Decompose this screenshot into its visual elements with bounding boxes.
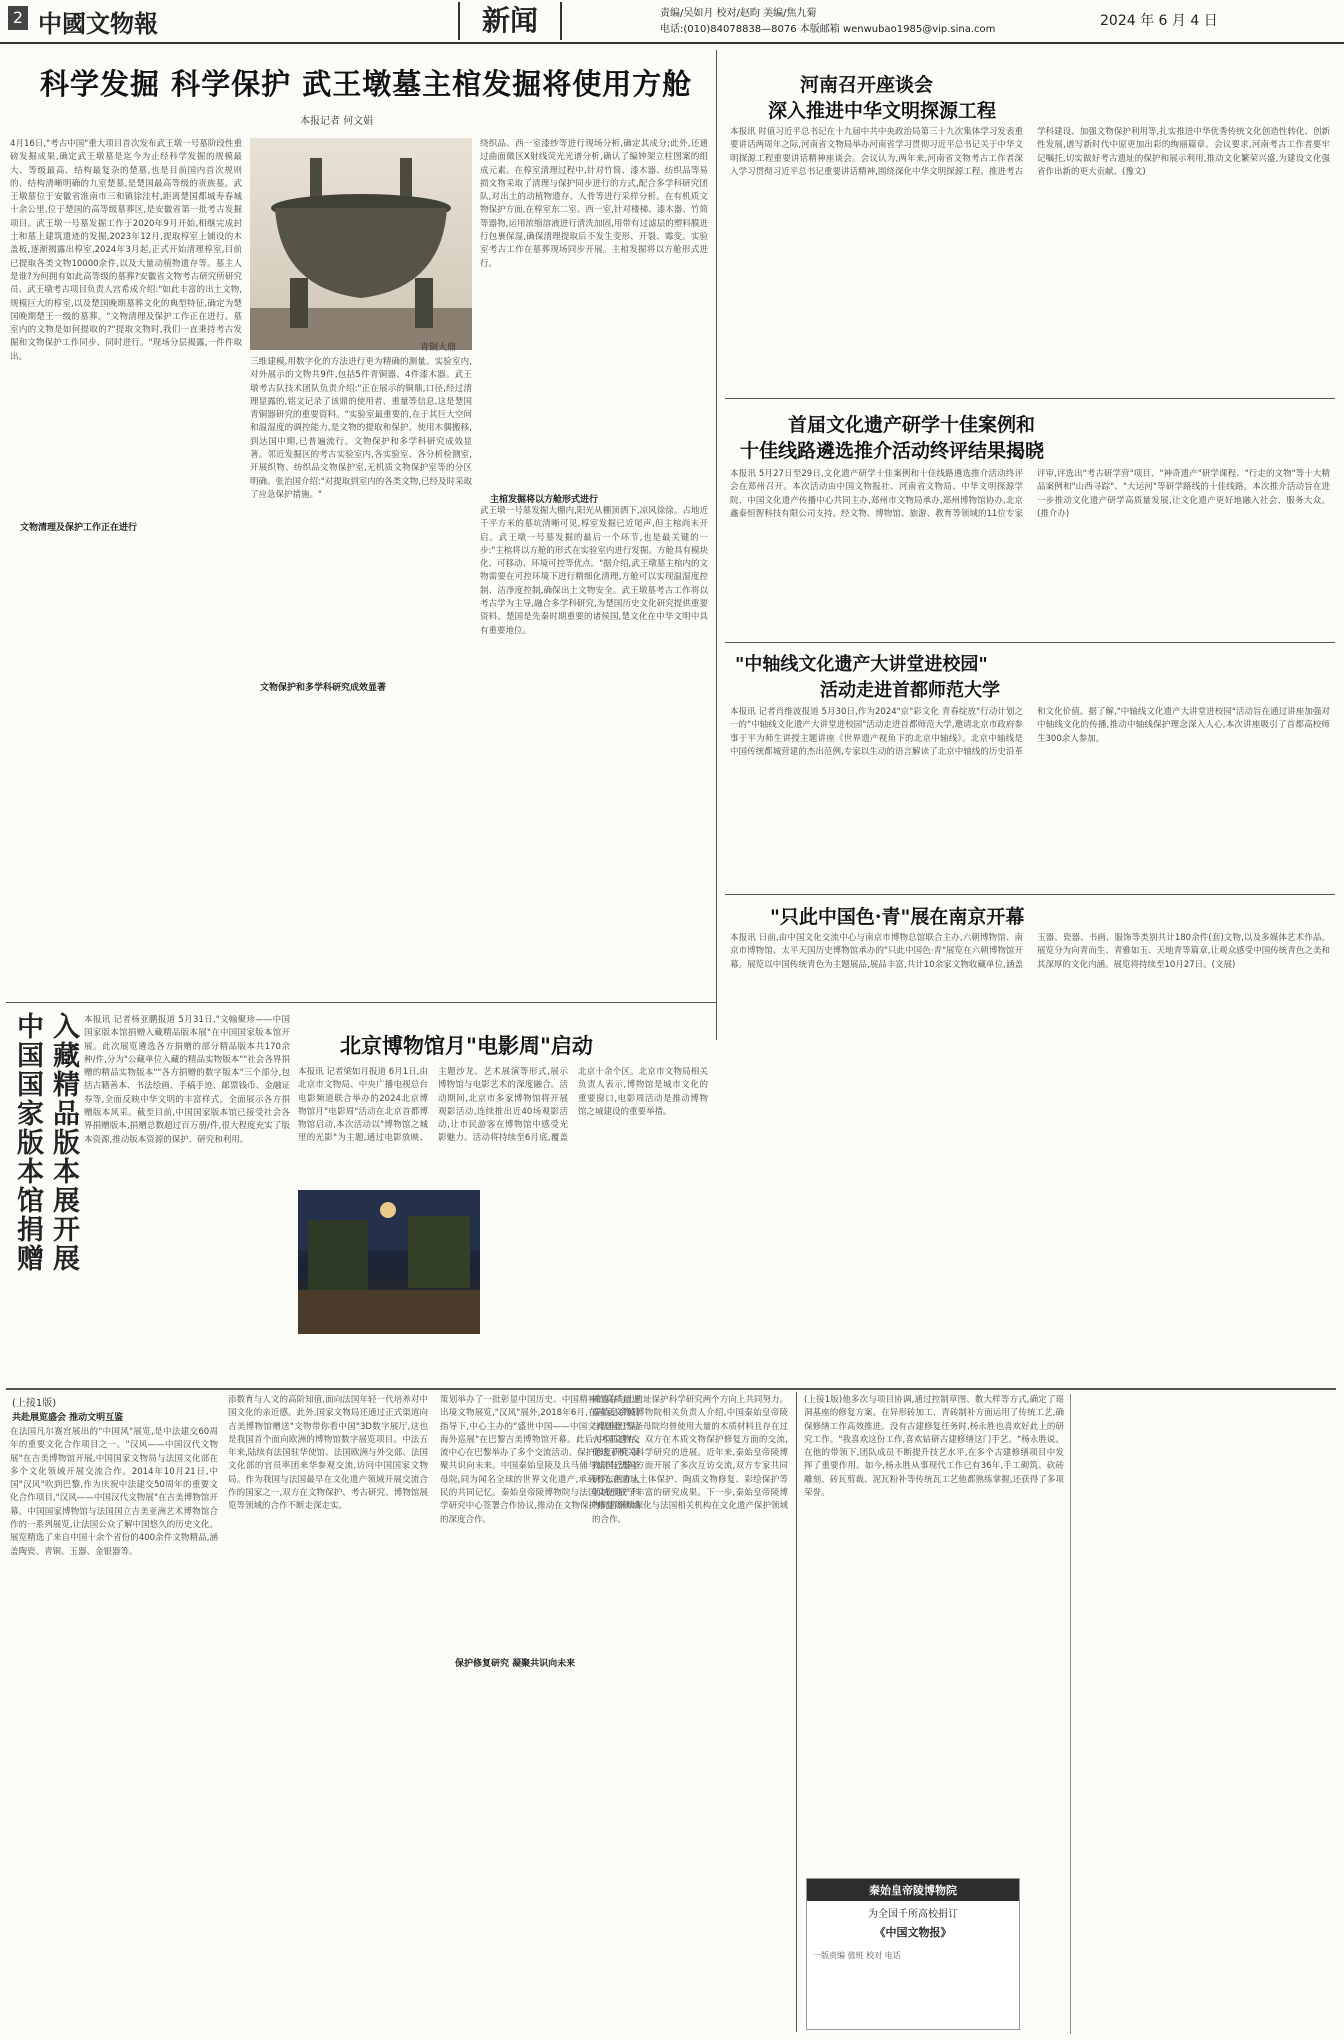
case-body: 本报讯 5月27日至29日,文化遗产研学十佳案例和十佳线路遴选推介活动终评会在郑州召开。本次活动由中国文物报社、河南省文物局、中华文明探源学院、中国文化遗产传播中心共同主办,郑州市文物局承办,郑州博物馆协办,北京鑫泰恒智科技有限公司支持。经文物、博物馆、旅游、教育等领域的11位专家评审,评选出"考古研学营"项目、"神奇遗产"研学课程、"行走的文物"等十大精品案例和"山西寻踪"、"大运河"等研学路线的十佳线路。本次推介活动旨在进一步推动文化遗产研学高质量发展,让文化遗产更好地融入社会、服务大众。(推介办) [730, 469, 1330, 519]
library-title-a: 中国国家版本馆捐赠 [12, 1012, 43, 1273]
issue-date: 2024 年 6 月 4 日 [1100, 13, 1218, 29]
section-rule [725, 398, 1335, 399]
ad-title: 秦始皇帝陵博物院 [807, 1879, 1019, 1901]
section-title: 新闻 [458, 2, 562, 40]
axis-body: 本报讯 记者肖维波报道 5月30日,作为2024"京"彩文化 青春绽放"行动计划之一的"中轴线文化遗产大讲堂进校园"活动走进首都师范大学,邀请北京市政府参事于平为师生讲授主题讲座《世界遗产视角下的北京中轴线》。北京中轴线是中国传统都城营建的杰出范例,专家以生动的语言解读了北京中轴线的历史沿革和文化价值。据了解,"中轴线文化遗产大讲堂进校园"活动旨在通过讲座加强对中轴线文化的传播,推动中轴线保护理念深入人心,本次讲座吸引了首都高校师生300余人参加。 [730, 707, 1330, 757]
bottom-divider [796, 1392, 797, 2032]
bottom-col-2: 添数育与人文的高阶知值,面向法国年轻一代培养对中国文化的亲近感。此外,国家文物局还通过正式渠道向吉美博物馆赠送"文物带你看中国"3D数字展厅,这也是我国首个面向欧洲的博物馆数字展览项目。中法五年来,陆续有法国驻华使馆、法国欧洲与外交部、法国文化部的官员率团来华参观交流,访问中国国家文物局。作为我国与法国最早在文化遗产领域开展交流合作的国家之一,双方在文物保护、考古研究、博物馆展览等领域的合作不断走深走实。 [228, 1395, 428, 1512]
library-title-b: 入藏精品版本展开展 [48, 1012, 79, 1273]
page-number: 2 [8, 6, 28, 30]
newspaper-name: 中國文物報 [38, 9, 158, 38]
film-event-photo [298, 1190, 480, 1334]
bottom-subhead-b: 保护修复研究 凝聚共识向未来 [455, 1656, 575, 1669]
axis-title-1: "中轴线文化遗产大讲堂进校园" [735, 654, 988, 675]
bronze-tripod-illustration [250, 138, 472, 350]
bottom-col-5: (上接1版)他多次与项目协调,通过控制草图、数大样等方式,确定了瑶洞基座的修复方案。在异形砖加工、青砖制补方面运用了传统工艺,确保修缮工作高效推进。没有古建修复任务时,杨永胜也喜欢好此上的研究工作。"我喜欢这份工作,喜欢钻研古建修缮这门手艺。"杨永胜说。在他的带领下,团队成员不断提升技艺水平,在多个古建修缮项目中发挥了重要作用。如今,杨永胜从事现代工作已有36年,手工砌筑、砍砖雕刻、砖瓦剪裁、泥瓦粉补等传统瓦工艺他都熟练掌握,还获得了多项荣誉。 [804, 1395, 1064, 1499]
bottom-subhead-a: 共赴展览盛会 推动文明互鉴 [12, 1413, 124, 1423]
bottom-rule [6, 1388, 1336, 1390]
bottom-col-3: 策划举办了一批彰显中国历史、中国精神的高质量进出境文物展览,"汉风"展外,2018年6月,在国家文物局指导下,中心主办的"盛世中国——中国文博创意产品海外巡展"在巴黎吉美博物馆开幕。此后,中国文物交流中心在巴黎举办了多个交流活动。保护修复研究 凝聚共识向未来。中国秦始皇陵及兵马俑与法国巴黎圣母院,同为闻名全球的世界文化遗产,承载着东西方人民的共同记忆。秦始皇帝陵博物院与法国文化遗产科学研究中心签署合作协议,推动在文物保护修复等领域的深度合作。 [440, 1395, 640, 1525]
section-rule-3 [725, 894, 1335, 895]
lead-headline: 科学发掘 科学保护 武王墩墓主棺发掘将使用方舱 [40, 67, 693, 101]
beijing-body: 本报讯 记者梁如月报道 6月1日,由北京市文物局、中央广播电视总台电影频道联合举办的2024北京博物馆月"电影周"活动在北京首都博物馆启动,本次活动以"博物馆之城里的光影"为主题,通过电影放映、主题沙龙、艺术展演等形式,展示博物馆与电影艺术的深度融合。活动期间,北京市多家博物馆将开展观影活动,连续推出近40场观影活动,让市民游客在博物馆中感受光影魅力。活动将持续至6月底,覆盖北京十余个区。北京市文物局相关负责人表示,博物馆是城市文化的重要窗口,电影周活动是推动博物馆之城建设的重要举措。 [298, 1067, 708, 1144]
lead-column-2: 绕织品、西一室漆纱等进行现场分析,确定其成分;此外,还通过曲面微区X射线荧光光谱分析,确认了编钟架立柱图案的组成元素。在椁室清理过程中,针对竹简、漆木器、纺织品等易损文物采取了清理与保护同步进行的方式,配合多学科研究团队,对出土的动植物遗存、人骨等进行采样分析。在有机质文物保护方面,在椁室东二室、西一室,针对楼梯、漆木器、竹简等器物,运用浓缩溶液进行清洗加固,用带有过滤层的塑料膜进行包裹保湿,确保清理提取后不发生变形、开裂、霉变。实验室考古工作在墓葬现场同步开展。主棺发掘将以方舱形式进行。 [480, 139, 708, 269]
lead-subhead-2: 文物保护和多学科研究成效显著 [260, 683, 387, 693]
henan-body: 本报讯 时值习近平总书记在十九届中共中央政治局第三十九次集体学习发表重要讲话两周年之际,河南省文物局举办河南省学习贯彻习近平总书记关于中华文明探源工程重要讲话精神座谈会。会议认为,两年来,河南省文物考古工作者深入学习贯彻习近平总书记重要讲话精神,围绕深化中华文明探源工程、推进考古学科建设、加强文物保护利用等,扎实推进中华优秀传统文化创造性转化、创新性发展,谱写新时代中原更加出彩的绚丽篇章。会议要求,河南考古工作者要牢记嘱托,切实做好考古遗址的保护和展示利用,推动文化繁荣兴盛,为建设文化强省作出新的更大贡献。(豫文) [730, 127, 1330, 177]
photo-caption: 青铜大鼎 [420, 343, 457, 353]
henan-title-2: 深入推进中华文明探源工程 [768, 100, 997, 122]
henan-title-1: 河南召开座谈会 [800, 74, 934, 96]
continued-label: (上接1版) [12, 1398, 57, 1409]
section-rule-2 [725, 642, 1335, 643]
film-event-illustration [298, 1190, 480, 1334]
lead-byline: 本报记者 何文娟 [300, 116, 374, 127]
ad-small-print: 一版责编 值班 校对 电话 [813, 1951, 901, 1960]
lead-column-3: 三维建模,用数字化的方法进行更为精确的测量。实验室内,对外展示的文物共9件,包括5件青铜器、4件漆木器。武王墩考古队技术团队负责介绍:"正在展示的铜鼎,口径,经过清理显露的,铭文记录了该鼎的使用者、重量等信息,这是楚国青铜器研究的重要资料。"实验室最重要的,在于其巨大空间和温湿度的调控能力,是文物的提取和保护。使用木偶搬移,到达国中期,已普遍流行。文物保护和多学科研究成效显著。邻近发掘区的考古实验室内,各实验室、各分析检测室,开展织物、纺织品文物保护室,无机质文物保护室等的分区明确。张治国介绍:"对提取到室内的各类文物,已经及时采取了应急保护措施。" [250, 357, 472, 500]
column-divider [716, 50, 717, 1040]
nanjing-body: 本报讯 日前,由中国文化交流中心与南京市博物总馆联合主办,六朝博物馆、南京市博物馆、太平天国历史博物馆承办的"只此中国色·青"展览在六朝博物馆开幕。展览以中国传统青色为主题展品,展品丰富,共计10余家文物收藏单位,涵盖玉器、瓷器、书画、服饰等类别共计180余件(套)文物,以及多媒体艺术作品。展览分为向青而生、青雅如玉、天地青等篇章,让观众感受中国传统青色之美和其深厚的文化内涵。展览将持续至10月27日。(文展) [730, 933, 1330, 970]
lead-subhead-1: 文物清理及保护工作正在进行 [20, 523, 138, 533]
case-title-2: 十佳线路遴选推介活动终评结果揭晓 [740, 440, 1045, 462]
case-title-1: 首届文化遗产研学十佳案例和 [788, 414, 1036, 436]
beijing-title: 北京博物馆月"电影周"启动 [340, 1033, 593, 1058]
bottom-col-4: 质遗存与土遗址保护科学研究两个方向上共同努力。秦始皇帝陵博物院相关负责人介绍,中国秦始皇帝陵与法国巴黎圣母院均曾使用大量的木质材料且存在过火木质遗存。双方在木质文物保护修复方面的交流,促进了相关科学研究的进展。近年来,秦始皇帝陵博物院与法国方面开展了多次互访交流,双方专家共同研究,在遗址土体保护、陶质文物修复、彩绘保护等领域形成了丰富的研究成果。下一步,秦始皇帝陵博物院将继续深化与法国相关机构在文化遗产保护领域的合作。 [592, 1395, 788, 1525]
ad-side-column [1070, 1394, 1335, 2034]
bottom-col-1: 在法国凡尔赛宫展出的"中国风"展览,是中法建交60周年的重要文化合作项目之一。"汉风——中国汉代文物展"在吉美博物馆开展,中国国家文物局与法国文化部在多个文化领域开展交流合作。2014年10月21日,中国"汉风"吹到巴黎,作为庆祝中法建交50周年的重要文化合作项目,"汉风——中国汉代文物展"在吉美博物馆开幕。中国国家博物馆与法国国立吉美亚洲艺术博物馆合作的一系列展览,让法国公众了解中国悠久的历史文化。展览精选了来自中国十余个省份的400余件文物精品,涵盖陶瓷、青铜、玉器、金银器等。 [10, 1427, 218, 1557]
section-rule-4 [6, 1002, 716, 1003]
ad-paper: 《中国文物报》 [874, 1926, 952, 1939]
lead-column-4: 武王墩一号墓发掘大棚内,阳光从棚顶洒下,凉风徐徐。占地近千平方米的墓坑清晰可见,椁室发掘已近尾声,但主棺尚未开启。武王墩一号墓发掘的最后一个环节,也是最关键的一步:"主棺将以方舱的形式在实验室内进行发掘。方舱具有模块化、可移动、环境可控等优点。"据介绍,武王墩墓主棺内的文物需要在可控环境下进行精细化清理,方舱可以实现温湿度控制、洁净度控制,确保出土文物安全。武王墩墓考古工作将以考古学为主导,融合多学科研究,为楚国历史文化研究提供重要资料。楚国是先秦时期重要的诸侯国,楚文化在中华文明中具有重要地位。 [480, 505, 708, 735]
editor-credits: 责编/吴如月 校对/赵昀 美编/焦九菊 [660, 8, 817, 19]
bronze-tripod-photo [250, 138, 472, 350]
lead-subhead-3: 主棺发掘将以方舱形式进行 [490, 495, 599, 505]
library-body: 本报讯 记者杨亚鹏报道 5月31日,"文翰聚珍——中国国家版本馆捐赠入藏精品版本展"在中国国家版本馆开展。此次展览遴选各方捐赠的部分精品版本共170余种/件,分为"公藏单位入藏的精品实物版本""社会各界捐赠的精品实物版本""各方捐赠的数字版本"三个部分,包括古籍善本、书法绘画、手稿手迹、邮票钱币、金融证券等,全面反映中华文明的丰富样式。全面展示各方捐赠版本风采。截至目前,中国国家版本馆已接受社会各界捐赠版本,捐赠总数超过百万册/件,很大程度充实了版本资源,推动版本资源的保护、研究和利用。 [84, 1015, 290, 1145]
axis-title-2: 活动走进首都师范大学 [820, 680, 1000, 701]
nanjing-title: "只此中国色·青"展在南京开幕 [770, 906, 1025, 928]
contact-info: 电话:(010)84078838—8076 本版邮箱 wenwubao1985@vip.sina.com [660, 24, 996, 35]
lead-column-1: 4月16日,"考古中国"重大项目首次发布武王墩一号墓阶段性重磅发掘成果,确定武王墩墓是迄今为止经科学发掘的规模最大、等级最高、结构最复杂的楚墓,也是目前国内首次规则的、结构清晰明确的九室楚墓,是楚国最高等级的贵族墓。武王墩墓位于安徽省淮南市三和镇徐洼村,距离楚国都城寿春城十余公里,位于楚国的高等级墓葬区,是安徽省第一批考古发掘项目。武王墩一号墓发掘工作于2020年9月开始,相继完成封土和墓上建筑遗迹的发掘,2023年12月,提取椁室上铺设的木盖板,逐渐揭露出椁室,2024年3月起,正式开始清理椁室,目前已提取各类文物10000余件,以及大量动植物遗存等。墓主人是谁?为何拥有如此高等级的墓葬?安徽省文物考古研究所研究员、武王墩考古项目负责人宫希成介绍:"如此丰富的出土文物,规模巨大的椁室,以及楚国晚期墓葬文化的典型特征,确定为楚国晚期楚王一级的墓葬。"文物清理及保护工作正在进行。墓室内的文物是如何提取的?"提取文物时,我们一直秉持考古发掘和文物保护工作同步、同时进行。"现场分层揭露,一件件取出。 [10, 139, 242, 362]
ad-box [806, 1878, 1020, 2030]
ad-subtitle: 为全国千所高校捐订 [868, 1909, 958, 1920]
